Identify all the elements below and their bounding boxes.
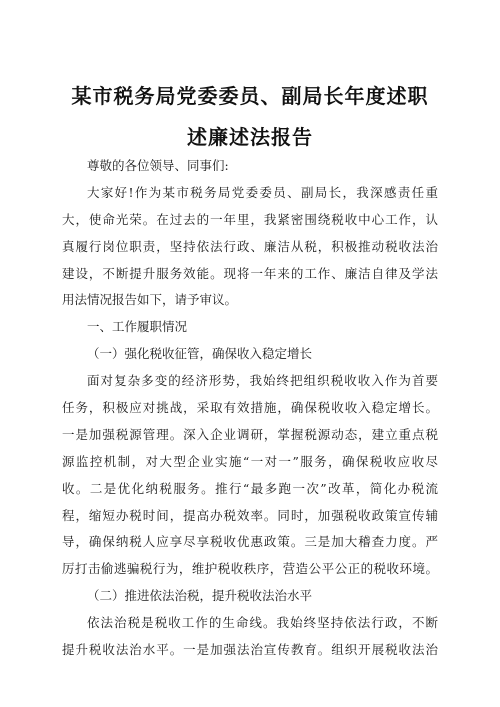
paragraph-line: 依法治税是税收工作的生命线。我始终坚持依法行政，不断 [87, 615, 438, 631]
section-heading: 一、工作履职情况 [87, 319, 188, 335]
salutation: 尊敬的各位领导、同事们: [87, 158, 229, 173]
paragraph-line: 程，缩短办税时间，提高办税效率。同时，加强税收政策宣传辅 [62, 507, 438, 523]
paragraph-line: 提升税收法治水平。一是加强法治宣传教育。组织开展税收法治 [62, 642, 438, 658]
paragraph-line: 任务，积极应对挑战，采取有效措施，确保税收收入稳定增长。 [62, 400, 438, 416]
paragraph-line: 一是加强税源管理。深入企业调研，掌握税源动态，建立重点税 [62, 426, 438, 442]
document-title-line-2: 述廉述法报告 [187, 125, 313, 149]
document-title-line-1: 某市税务局党委委员、副局长年度述职 [71, 84, 429, 108]
paragraph-line: 厉打击偷逃骗税行为，维护税收秩序，营造公平公正的税收环境。 [62, 561, 438, 577]
subsection-heading: （一）强化税收征管，确保收入稳定增长 [87, 346, 313, 362]
paragraph-line: 大家好!作为某市税务局党委委员、副局长，我深感责任重 [87, 184, 438, 200]
paragraph-line: 建设，不断提升服务效能。现将一年来的工作、廉洁自律及学法 [62, 265, 438, 281]
document-body [62, 153, 438, 664]
paragraph-line: 面对复杂多变的经济形势，我始终把组织税收收入作为首要 [87, 373, 438, 389]
paragraph-line: 用法情况报告如下，请予审议。 [62, 292, 238, 308]
paragraph-line: 真履行岗位职责，坚持依法行政、廉洁从税，积极推动税收法治 [62, 238, 438, 254]
paragraph-line: 大，使命光荣。在过去的一年里，我紧密围绕税收中心工作，认 [62, 211, 438, 227]
paragraph-line: 收。二是优化纳税服务。推行“最多跑一次”改革，简化办税流 [62, 480, 438, 496]
paragraph-line: 源监控机制，对大型企业实施“一对一”服务，确保税收应收尽 [62, 453, 438, 469]
subsection-heading: （二）推进依法治税，提升税收法治水平 [87, 588, 313, 604]
paragraph-line: 导，确保纳税人应享尽享税收优惠政策。三是加大稽查力度。严 [62, 534, 438, 550]
